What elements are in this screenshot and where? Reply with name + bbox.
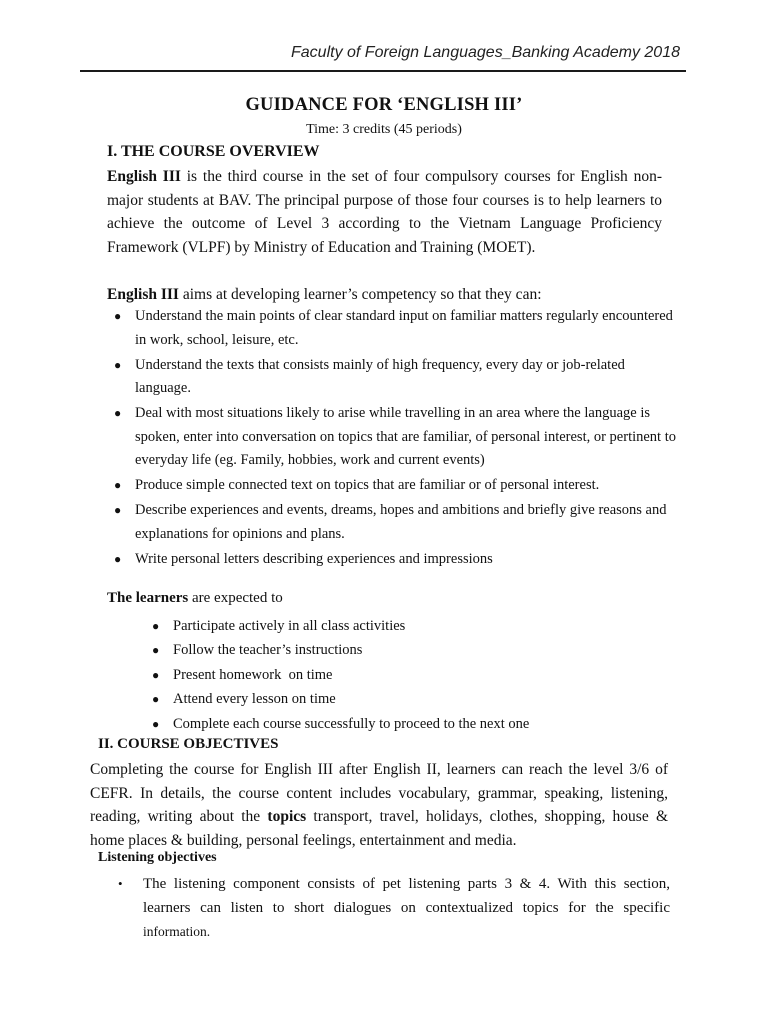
- list-item: [118, 872, 670, 944]
- bullet-icon: ●: [114, 478, 122, 492]
- section-heading-objectives: II. COURSE OBJECTIVES: [98, 736, 279, 752]
- overview-paragraph: [107, 165, 662, 259]
- aims-paragraph: [107, 283, 667, 307]
- bullet-icon: •: [118, 876, 123, 891]
- bullet-icon: ●: [152, 667, 160, 682]
- learners-intro: [107, 590, 283, 607]
- bullet-icon: ●: [152, 643, 160, 658]
- list-item: [145, 712, 665, 736]
- list-item: [145, 638, 665, 662]
- list-item: [145, 687, 665, 711]
- list-item-text: Attend every lesson on time: [173, 691, 336, 708]
- section-heading-overview: I. THE COURSE OVERVIEW: [107, 143, 320, 160]
- listening-item-last: information.: [143, 924, 211, 939]
- topics-label: topics: [267, 808, 307, 825]
- course-name: English III: [107, 286, 179, 303]
- list-item-text: Participate actively in all class activities: [173, 618, 406, 634]
- overview-text: is the third course in the set of four compulsory courses for English non-major students at BAV. The principal purpose of those four courses is to help learners to achieve the outcome of Level 3 according to the Vietnam Language Proficiency Framework (VLPF) by Ministry of Education and Training (MOET).: [107, 168, 662, 256]
- competency-list: [107, 305, 677, 573]
- list-item-text: Write personal letters describing experiences and impressions: [135, 550, 493, 567]
- list-item-text: Understand the main points of clear standard input on familiar matters regularly encountered in work, school, leisure, etc.: [135, 308, 673, 348]
- list-item-text: Describe experiences and events, dreams, hopes and ambitions and briefly give reasons and explanations for opinions and plans.: [135, 502, 667, 542]
- listening-item-main: The listening component consists of pet listening parts 3 & 4. With this section, learners can listen to short dialogues on contextualized topics for the specific: [143, 876, 670, 916]
- bullet-icon: ●: [114, 357, 122, 372]
- header-divider: [80, 70, 686, 72]
- learners-text: are expected to: [188, 590, 283, 606]
- page-header: Faculty of Foreign Languages_Banking Academy 2018: [291, 44, 680, 61]
- bullet-icon: ●: [152, 692, 160, 707]
- bullet-icon: ●: [152, 619, 160, 633]
- list-item-text: Produce simple connected text on topics that are familiar or of personal interest.: [135, 477, 600, 493]
- list-item: [107, 354, 677, 401]
- expectation-list: [145, 614, 665, 736]
- bullet-icon: ●: [114, 309, 122, 323]
- objectives-paragraph: [90, 758, 668, 852]
- document-subtitle: Time: 3 credits (45 periods): [306, 122, 462, 137]
- list-item: [145, 614, 665, 638]
- list-item-text: Understand the texts that consists mainly of high frequency, every day or job-related language.: [135, 356, 625, 396]
- list-item-text: Follow the teacher’s instructions: [173, 642, 363, 659]
- list-item: [107, 305, 677, 352]
- listening-item-text: [143, 872, 670, 944]
- bullet-icon: ●: [114, 406, 122, 420]
- list-item: [107, 474, 677, 498]
- list-item-text: Deal with most situations likely to arise while travelling in an area where the language is spoken, enter into conversation on topics that are familiar, of personal interest, or pertinent to everyday life (eg. Family, hobbies, work and current events): [135, 405, 676, 468]
- bullet-icon: ●: [152, 716, 160, 731]
- list-item: [107, 499, 677, 546]
- aims-text: aims at developing learner’s competency so that they can:: [178, 286, 542, 303]
- document-title: GUIDANCE FOR ‘ENGLISH III’: [245, 95, 523, 115]
- bullet-icon: ●: [114, 551, 122, 566]
- list-item: [145, 663, 665, 687]
- list-item: [107, 548, 677, 572]
- objectives-text-end: transport, travel, holidays, clothes, shopping, house & home places & building, personal feelings, entertainment and media.: [90, 808, 669, 849]
- objectives-text-start: Completing the course for English III after English II, learners can reach the level 3/6 of CEFR. In details, the course content includes vocabulary, grammar, speaking, listening, reading, writing about the: [90, 761, 668, 825]
- listening-objectives-heading: Listening objectives: [98, 850, 217, 865]
- bullet-icon: ●: [114, 503, 122, 517]
- list-item-text: Present homework on time: [173, 666, 333, 683]
- list-item-text: Complete each course successfully to proceed to the next one: [173, 715, 530, 732]
- list-item: [107, 402, 677, 473]
- course-name: English III: [107, 168, 181, 185]
- learners-label: The learners: [107, 590, 189, 606]
